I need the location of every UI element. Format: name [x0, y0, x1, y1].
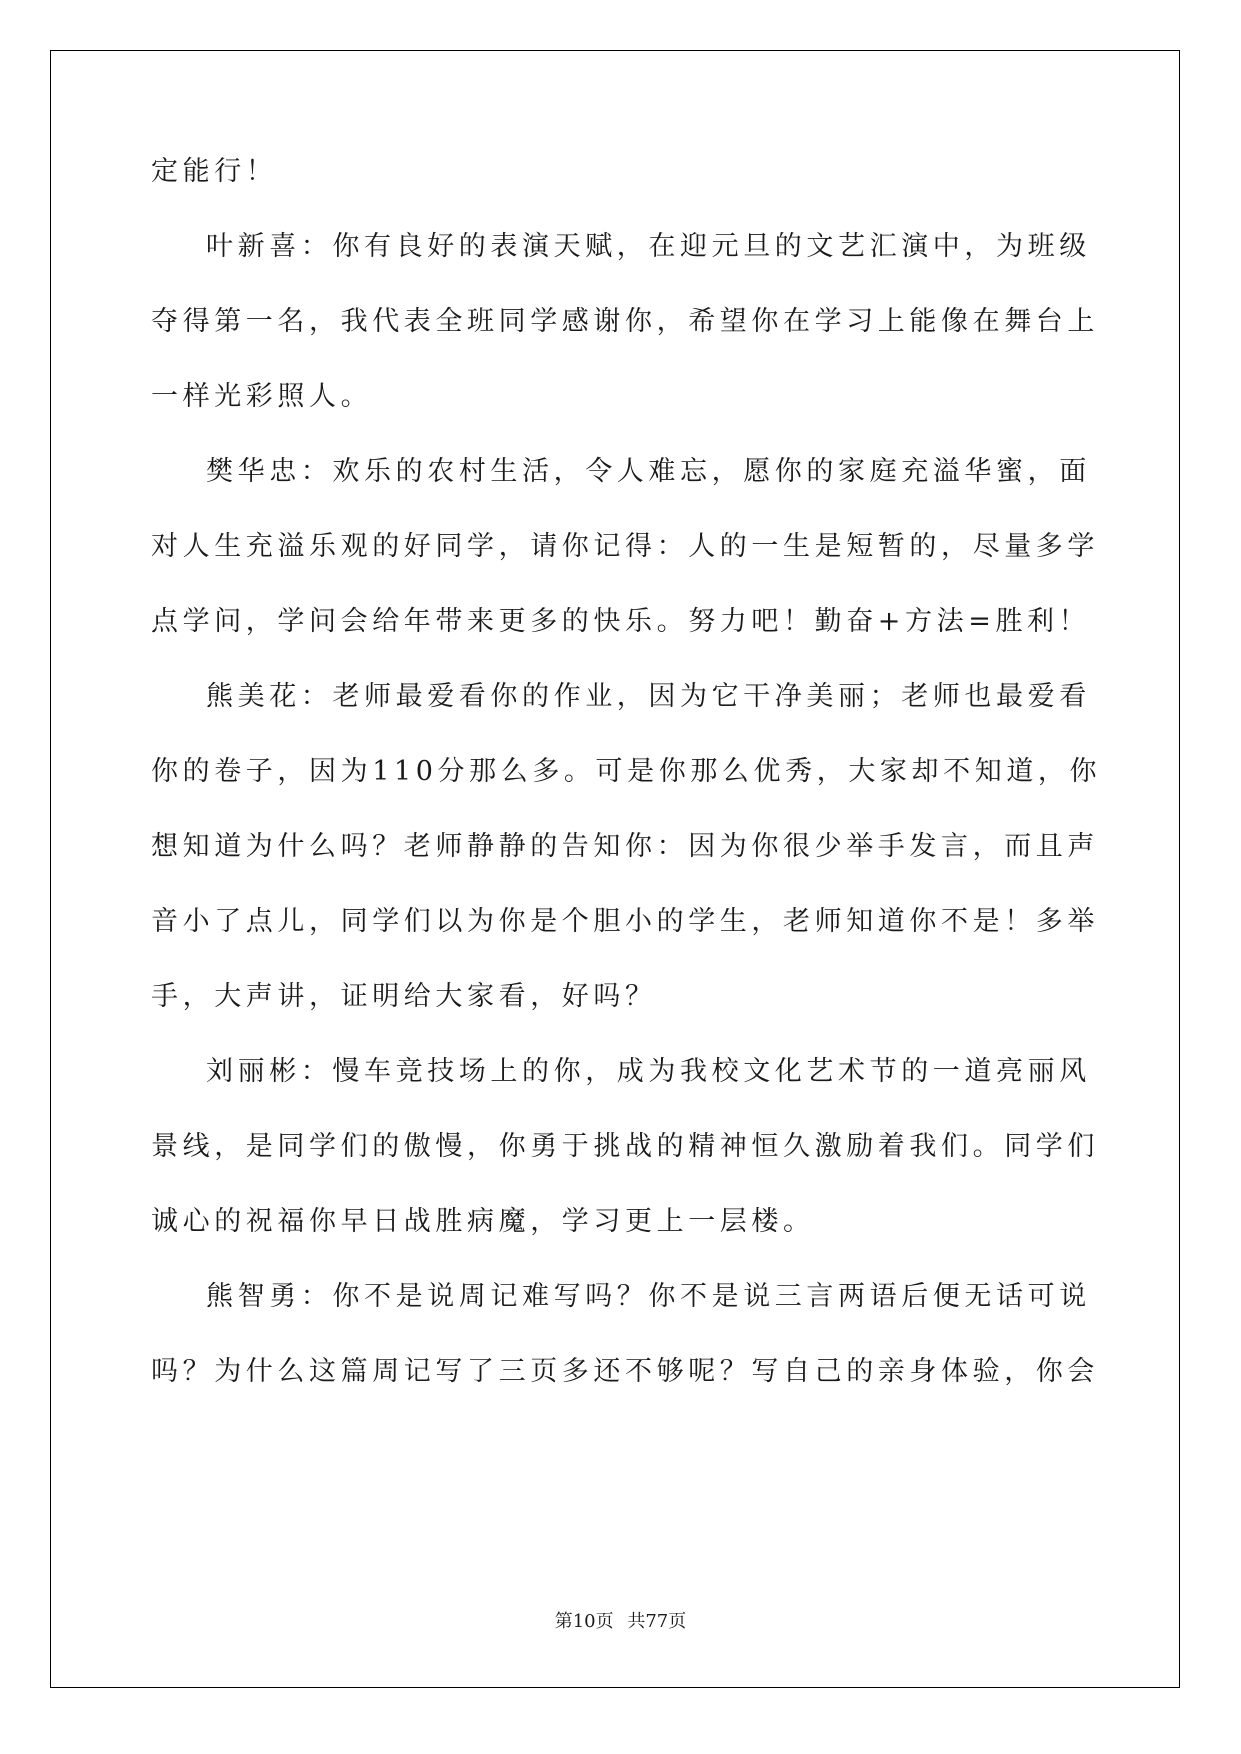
text-line: 你的卷子，因为110分那么多。可是你那么优秀，大家却不知道，你 — [151, 756, 1102, 787]
text-line: 樊华忠：欢乐的农村生活，令人难忘，愿你的家庭充溢华蜜，面 — [206, 456, 1091, 487]
text-line: 夺得第一名，我代表全班同学感谢你，希望你在学习上能像在舞台上 — [151, 306, 1099, 337]
page-total: 共77页 — [627, 1611, 687, 1632]
text-line: 定能行！ — [151, 156, 278, 187]
text-line: 点学问，学问会给年带来更多的快乐。努力吧！勤奋+方法=胜利！ — [151, 606, 1091, 637]
text-line: 音小了点儿，同学们以为你是个胆小的学生，老师知道你不是！多举 — [151, 906, 1099, 937]
text-line: 景线，是同学们的傲慢，你勇于挑战的精神恒久激励着我们。同学们 — [151, 1131, 1099, 1162]
text-line: 吗？为什么这篇周记写了三页多还不够呢？写自己的亲身体验，你会 — [151, 1356, 1099, 1387]
page-footer — [0, 1610, 1241, 1634]
text-line: 手，大声讲，证明给大家看，好吗？ — [151, 981, 657, 1012]
page-border — [50, 50, 1180, 1688]
text-line: 叶新喜：你有良好的表演天赋，在迎元旦的文艺汇演中，为班级 — [206, 231, 1091, 262]
text-line: 诚心的祝福你早日战胜病魔，学习更上一层楼。 — [151, 1206, 815, 1237]
text-line: 对人生充溢乐观的好同学，请你记得：人的一生是短暂的，尽量多学 — [151, 531, 1099, 562]
text-line: 刘丽彬：慢车竞技场上的你，成为我校文化艺术节的一道亮丽风 — [206, 1056, 1091, 1087]
text-line: 想知道为什么吗？老师静静的告知你：因为你很少举手发言，而且声 — [151, 831, 1099, 862]
text-line: 熊智勇：你不是说周记难写吗？你不是说三言两语后便无话可说 — [206, 1281, 1091, 1312]
page-number: 第10页 — [554, 1611, 614, 1632]
text-line: 熊美花：老师最爱看你的作业，因为它干净美丽；老师也最爱看 — [206, 681, 1091, 712]
text-line: 一样光彩照人。 — [151, 381, 373, 412]
